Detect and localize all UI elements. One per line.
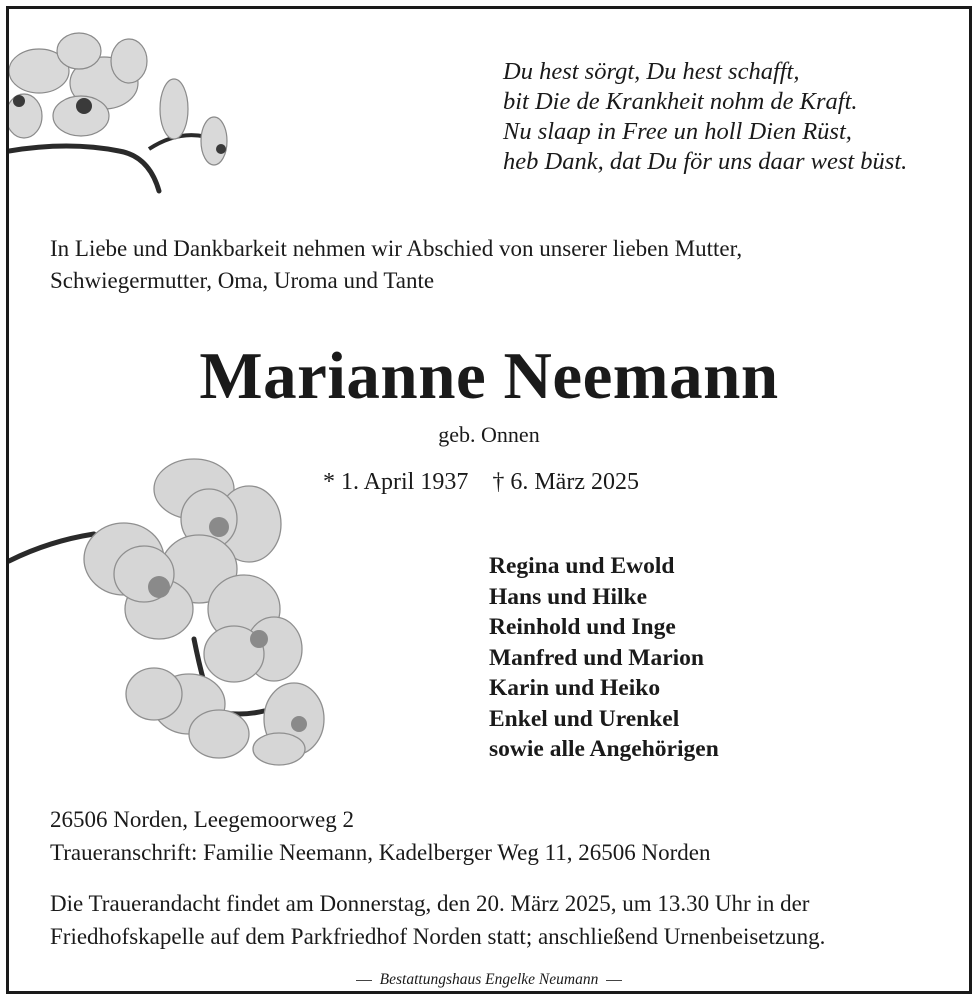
address-block bbox=[50, 803, 711, 869]
service-line: Die Trauerandacht findet am Donnerstag, den 20. März 2025, um 13.30 Uhr in der bbox=[50, 891, 810, 916]
orchid-branch-icon bbox=[9, 31, 249, 206]
address-line: 26506 Norden, Leegemoorweg 2 bbox=[50, 807, 355, 832]
service-info bbox=[50, 887, 825, 953]
mourner-line: Hans und Hilke bbox=[489, 583, 648, 610]
mourner-line: Enkel und Urenkel bbox=[489, 705, 680, 732]
divider bbox=[356, 980, 372, 981]
life-dates bbox=[323, 466, 639, 498]
footer bbox=[9, 971, 969, 989]
mourner-line: Regina und Ewold bbox=[489, 553, 675, 579]
mourner-line: sowie alle Angehörigen bbox=[489, 736, 719, 762]
poem-line: heb Dank, dat Du för uns daar west büst. bbox=[503, 148, 908, 175]
maiden-name: geb. Onnen bbox=[438, 422, 540, 447]
divider bbox=[606, 980, 622, 981]
undertaker-name: Bestattungshaus Engelke Neumann bbox=[379, 971, 599, 988]
orchid-spray-icon bbox=[9, 449, 339, 769]
poem-line: Nu slaap in Free un holl Dien Rüst, bbox=[503, 118, 852, 145]
mourner-line: Reinhold und Inge bbox=[489, 614, 676, 640]
mourner-line: Karin und Heiko bbox=[489, 675, 661, 701]
poem-line: bit Die de Krankheit nohm de Kraft. bbox=[503, 88, 858, 115]
mourner-line: Manfred und Marion bbox=[489, 644, 704, 671]
service-line: Friedhofskapelle auf dem Parkfriedhof Norden statt; anschließend Urnenbeisetzung. bbox=[50, 924, 826, 949]
birth-date: * 1. April 1937 bbox=[323, 469, 469, 495]
obituary-notice bbox=[6, 6, 972, 994]
deceased-name: Marianne Neemann bbox=[199, 339, 779, 413]
poem-line: Du hest sörgt, Du hest schafft, bbox=[503, 58, 800, 85]
intro-line: In Liebe und Dankbarkeit nehmen wir Abschied von unserer lieben Mutter, bbox=[50, 236, 743, 261]
intro-line: Schwiegermutter, Oma, Uroma und Tante bbox=[50, 268, 435, 293]
intro-text bbox=[50, 233, 742, 297]
poem bbox=[503, 57, 907, 177]
death-date: † 6. März 2025 bbox=[492, 469, 639, 495]
mourners-list bbox=[489, 551, 719, 765]
address-line: Traueranschrift: Familie Neemann, Kadelberger Weg 11, 26506 Norden bbox=[50, 840, 711, 865]
